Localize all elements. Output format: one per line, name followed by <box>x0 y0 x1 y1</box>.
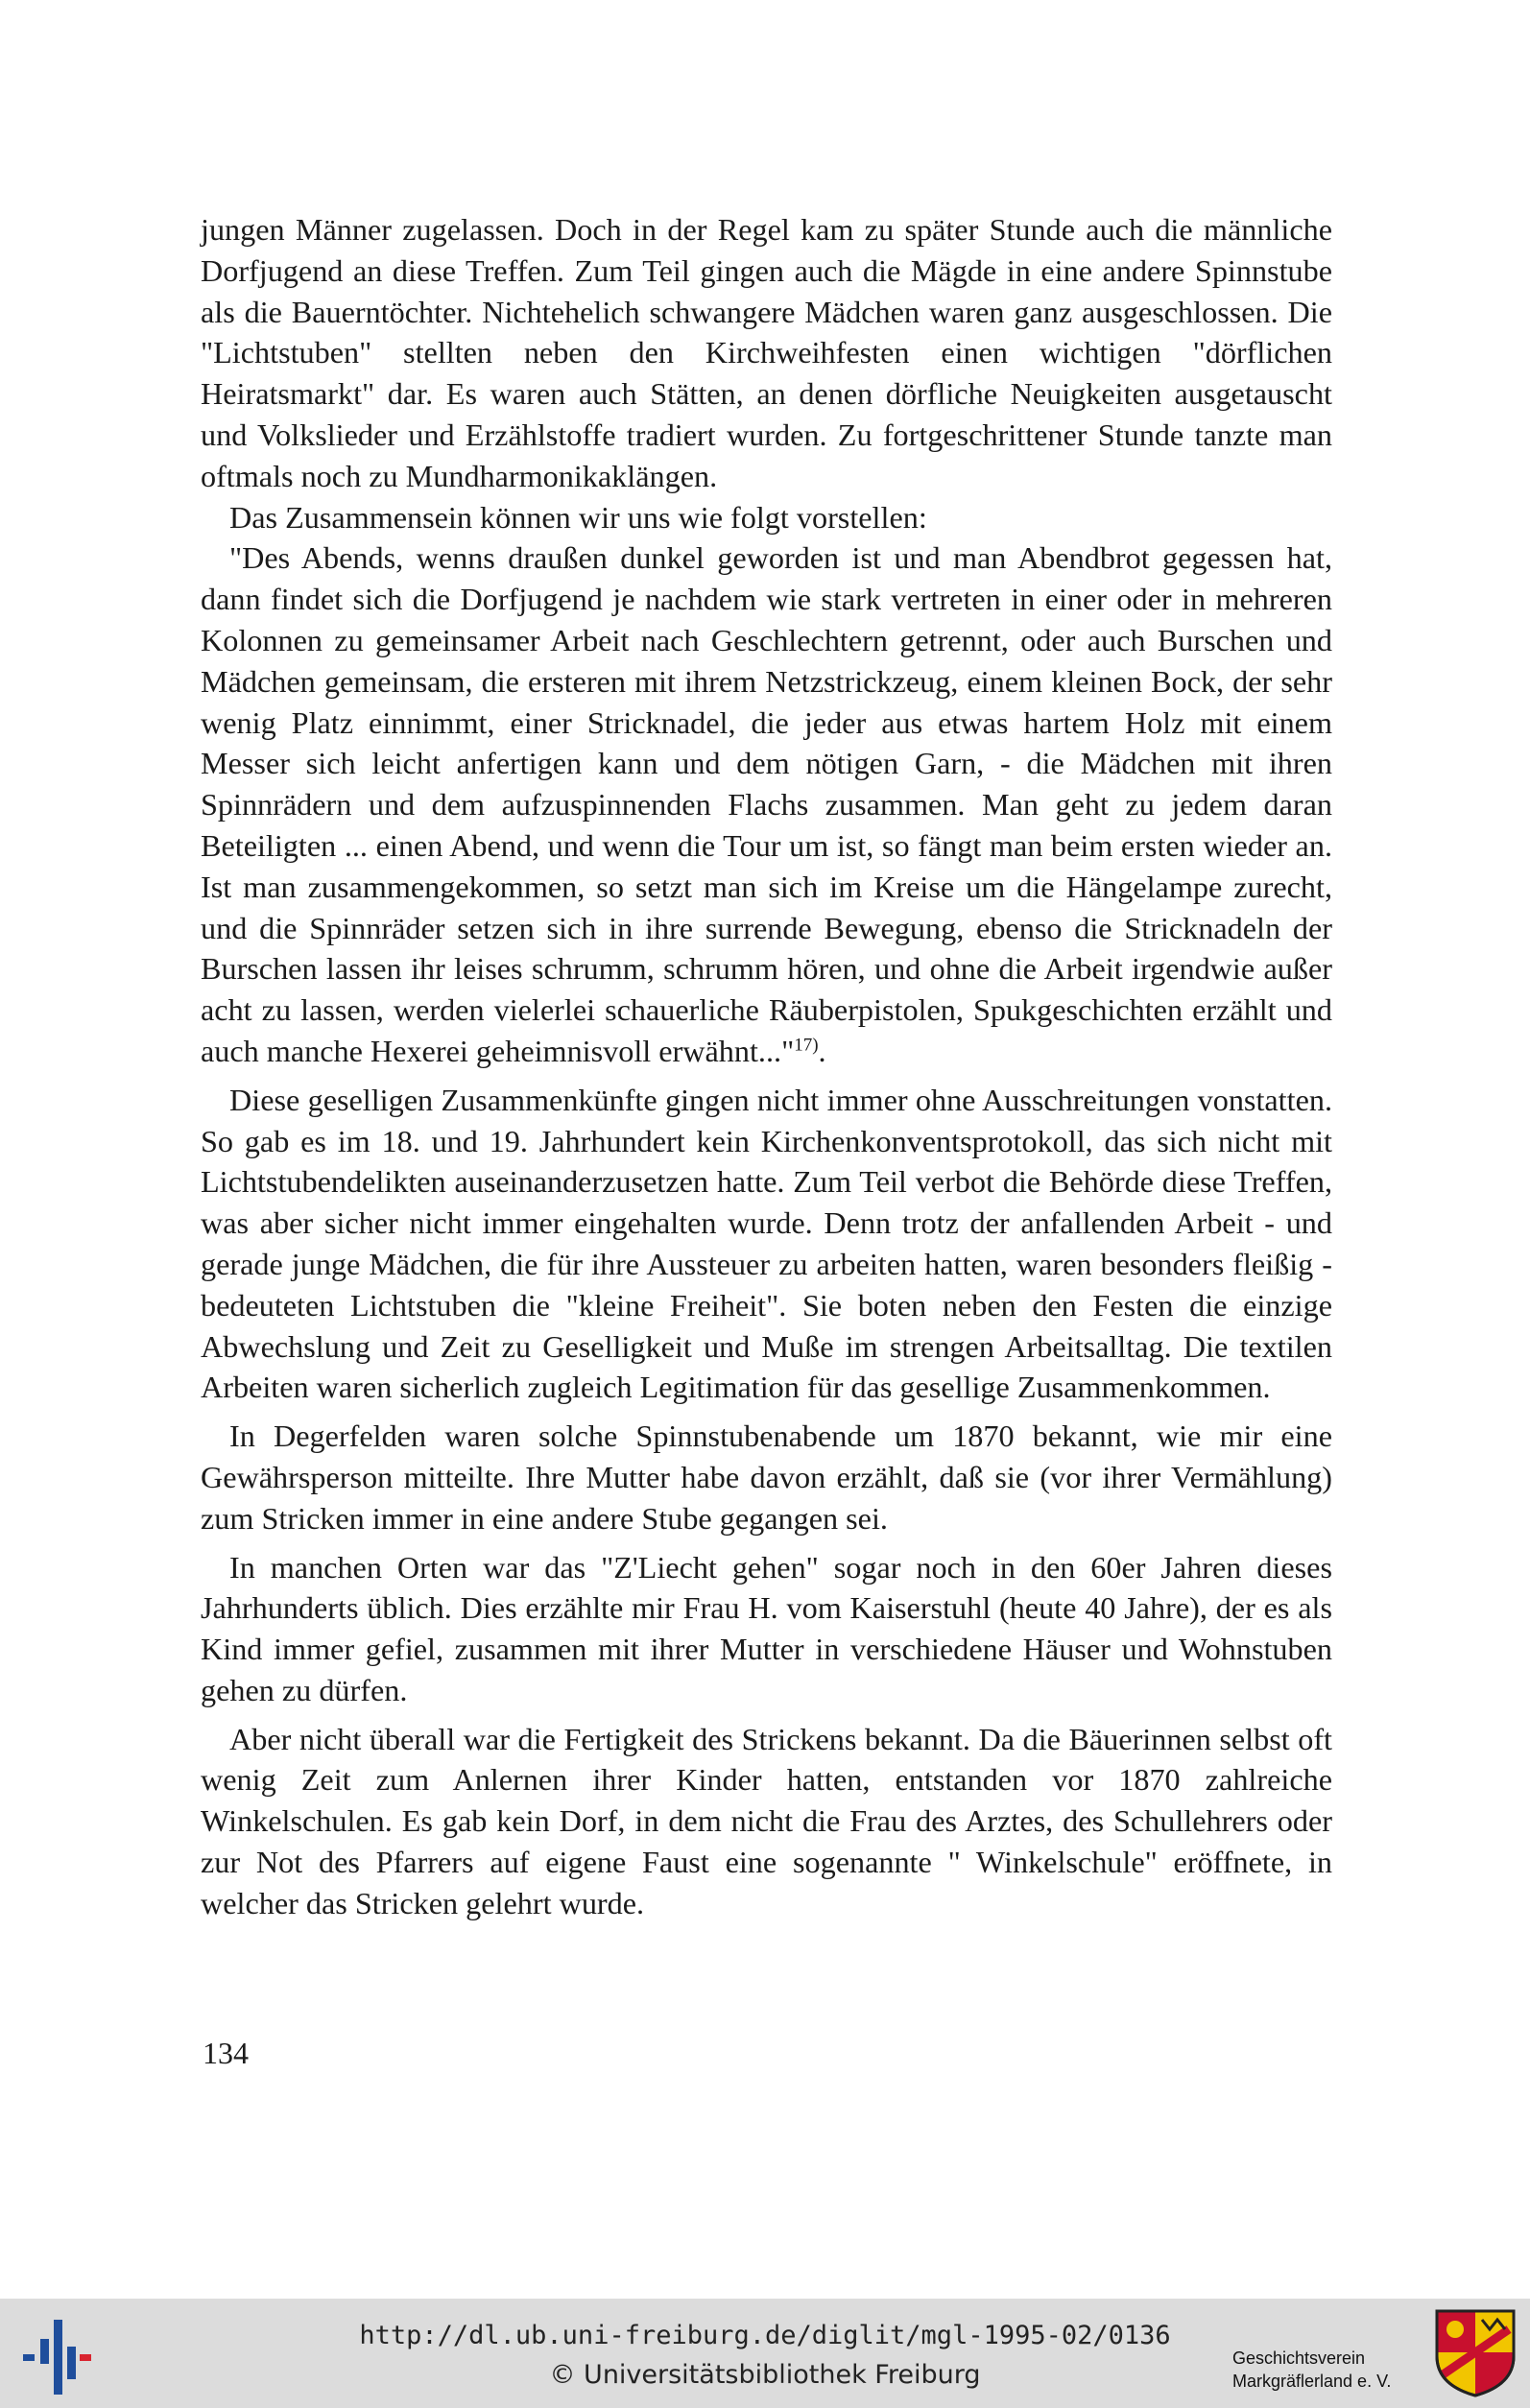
document-url-link[interactable]: http://dl.ub.uni-freiburg.de/diglit/mgl-1995-02/0136 <box>359 2321 1171 2350</box>
paragraph: In manchen Orten war das "Z'Liecht gehen" sogar noch in den 60er Jahren dieses Jahrhunderts üblich. Dies erzählte mir Frau H. vom Kaiserstuhl (heute 40 Jahre), der es als Kind immer gefiel, zusammen mit ihrer Mutter in verschiedene Häuser und Wohnstuben gehen zu dürfen. <box>201 1549 1332 1707</box>
coat-of-arms-icon[interactable] <box>1434 2308 1517 2398</box>
paragraph: Diese geselligen Zusammenkünfte gingen nicht immer ohne Ausschreitungen vonstatten. So gab es im 18. und 19. Jahrhundert kein Kirchenkonventsprotokoll, das sich nicht mit Lichtstubendelikten auseinanderzusetzen hatte. Zum Teil verbot die Behörde diese Treffen, was aber sicher nicht immer eingehalten wurde. Denn trotz der anfallenden Arbeit - und gerade junge Mädchen, die für ihre Aussteuer zu arbeiten hatten, waren besonders fleißig - bedeuteten Lichtstuben die "kleine Freiheit". Sie boten neben den Festen die einzige Abwechslung und Zeit zu Geselligkeit und Muße im strengen Arbeitsalltag. Die textilen Arbeiten waren sicherlich zugleich Legitimation für das gesellige Zusammenkommen. <box>201 1082 1332 1405</box>
paragraph: In Degerfelden waren solche Spinnstubenabende um 1870 bekannt, wie mir eine Gewährsperson mitteilte. Ihre Mutter habe davon erzählt, daß sie (vor ihrer Vermählung) zum Stricken immer in eine andere Stube gegangen sei. <box>201 1419 1332 1536</box>
publisher-line-2: Markgräflerland e. V. <box>1232 2372 1392 2391</box>
paragraph: Aber nicht überall war die Fertigkeit des Strickens bekannt. Da die Bäuerinnen selbst oft wenig Zeit zum Anlernen ihrer Kinder hatten, entstanden vor 1870 zahlreiche Winkelschulen. Es gab kein Dorf, in dem nicht die Frau des Arztes, des Schullehrers oder zur Not des Pfarrers auf eigene Faust eine sogenannte " Winkelschule" eröffnete, in welcher das Stricken gelehrt wurde. <box>201 1721 1332 1920</box>
publisher-line-1: Geschichtsverein <box>1232 2348 1366 2368</box>
paragraph: Das Zusammensein können wir uns wie folgt vorstellen: <box>229 499 927 535</box>
publisher-name <box>1232 2347 1424 2393</box>
paragraph: jungen Männer zugelassen. Doch in der Regel kam zu später Stunde auch die männliche Dorfjugend an diese Treffen. Zum Teil gingen auch die Mägde in eine andere Spinnstube als die Bauerntöchter. Nichtehelich schwangere Mädchen waren ganz ausgeschlossen. Die "Lichtstuben" stellten neben den Kirchweihfesten einen wichtigen "dörflichen Heiratsmarkt" dar. Es waren auch Stätten, an denen dörfliche Neuigkeiten ausgetauscht und Volkslieder und Erzählstoffe tradiert wurden. Zu fortgeschrittener Stunde tanzte man oftmals noch zu Mundharmonikaklängen. <box>201 212 1332 493</box>
quote-tail: . <box>818 1033 826 1068</box>
footer-bar <box>0 2299 1530 2408</box>
copyright-text: © Universitätsbibliothek Freiburg <box>549 2360 981 2390</box>
footnote-ref: 17) <box>794 1035 819 1056</box>
page-body <box>201 209 1332 1924</box>
quote-text: "Des Abends, wenns draußen dunkel geworden ist und man Abendbrot gegessen hat, dann findet sich die Dorfjugend je nachdem wie stark vertreten in einer oder in mehreren Kolonnen zu gemeinsamer Arbeit nach Geschlechtern getrennt, oder auch Burschen und Mädchen gemeinsam, die ersteren mit ihrem Netzstrickzeug, einem kleinen Bock, der sehr wenig Platz einnimmt, einer Stricknadel, die jeder aus etwas hartem Holz mit einem Messer sich leicht anfertigen kann und dem nötigen Garn, - die Mädchen mit ihren Spinnrädern und dem aufzuspinnenden Flachs zusammen. Man geht zu jedem daran Beteiligten ... einen Abend, und wenn die Tour um ist, so fängt man beim ersten wieder an. Ist man zusammengekommen, so setzt man sich im Kreise um die Hängelampe zurecht, und die Spinnräder setzen sich in ihre surrende Bewegung, ebenso die Stricknadeln der Burschen lassen ihr leises schrumm, schrumm hören, und ohne die Arbeit irgendwie außer acht zu lassen, werden vielerlei schauerliche Räuberpistolen, Spukgeschichten erzählt und auch manche Hexerei geheimnisvoll erwähnt..." <box>201 540 1332 1068</box>
page-number: 134 <box>203 2036 249 2070</box>
block-quote <box>201 537 1332 1071</box>
